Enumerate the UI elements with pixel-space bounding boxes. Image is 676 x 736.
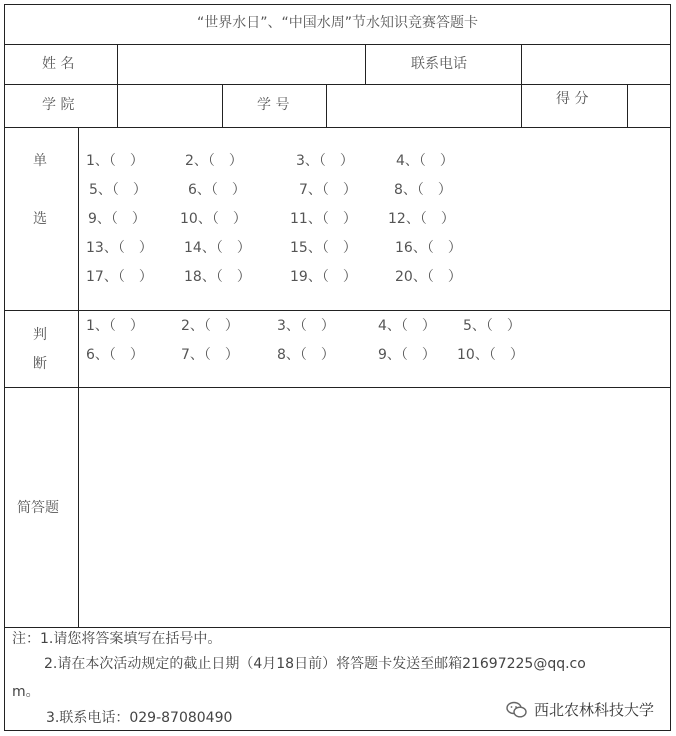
single-choice-item[interactable]: 5、（ ）: [89, 182, 147, 198]
true-false-item[interactable]: 7、（ ）: [181, 347, 239, 363]
single-choice-item[interactable]: 20、（ ）: [395, 269, 462, 285]
note-line-1: 注：1.请您将答案填写在括号中。: [12, 631, 222, 647]
student-no-label: 学 号: [257, 97, 290, 113]
true-false-item[interactable]: 5、（ ）: [463, 318, 521, 334]
true-false-item[interactable]: 8、（ ）: [277, 347, 335, 363]
true-false-item[interactable]: 2、（ ）: [181, 318, 239, 334]
single-choice-item[interactable]: 17、（ ）: [86, 269, 153, 285]
true-false-item[interactable]: 6、（ ）: [86, 347, 144, 363]
single-choice-item[interactable]: 16、（ ）: [395, 240, 462, 256]
single-choice-label-1: 单: [33, 153, 47, 169]
single-choice-item[interactable]: 11、（ ）: [290, 211, 357, 227]
student-no-field[interactable]: [327, 85, 521, 127]
note-line-2: 2.请在本次活动规定的截止日期（4月18日前）将答题卡发送至邮箱21697225@qq.co: [44, 656, 586, 672]
single-choice-item[interactable]: 2、（ ）: [185, 153, 243, 169]
single-choice-item[interactable]: 12、（ ）: [388, 211, 455, 227]
watermark: [504, 699, 656, 720]
true-false-item[interactable]: 3、（ ）: [277, 318, 335, 334]
name-field[interactable]: [118, 45, 365, 84]
single-choice-item[interactable]: 15、（ ）: [290, 240, 357, 256]
single-choice-label-2: 选: [33, 211, 47, 227]
single-choice-item[interactable]: 10、（ ）: [180, 211, 247, 227]
true-false-label-2: 断: [33, 356, 47, 372]
college-label: 学 院: [42, 97, 75, 113]
college-field[interactable]: [118, 85, 222, 127]
name-label: 姓 名: [42, 56, 75, 72]
single-choice-item[interactable]: 18、（ ）: [184, 269, 251, 285]
score-field[interactable]: [628, 85, 670, 127]
single-choice-item[interactable]: 1、（ ）: [86, 153, 144, 169]
wechat-icon: [506, 701, 528, 719]
note-line-2-continued: m。: [12, 684, 40, 700]
single-choice-item[interactable]: 8、（ ）: [394, 182, 452, 198]
true-false-item[interactable]: 10、（ ）: [457, 347, 524, 363]
single-choice-item[interactable]: 14、（ ）: [184, 240, 251, 256]
table-border-right: [670, 4, 671, 731]
col-divider: [365, 44, 366, 84]
note-line-3: 3.联系电话：029-87080490: [46, 710, 233, 726]
true-false-item[interactable]: 4、（ ）: [378, 318, 436, 334]
single-choice-item[interactable]: 3、（ ）: [296, 153, 354, 169]
true-false-label-1: 判: [33, 327, 47, 343]
phone-field[interactable]: [522, 45, 670, 84]
single-choice-item[interactable]: 7、（ ）: [299, 182, 357, 198]
short-answer-area[interactable]: [79, 388, 670, 627]
table-border-bottom: [4, 730, 671, 731]
phone-label: 联系电话: [411, 56, 467, 72]
true-false-item[interactable]: 1、（ ）: [86, 318, 144, 334]
short-answer-label: 简答题: [17, 500, 59, 516]
single-choice-item[interactable]: 19、（ ）: [290, 269, 357, 285]
card-title: “世界水日”、“中国水周”节水知识竞赛答题卡: [196, 15, 478, 31]
col-divider: [521, 84, 522, 127]
row-divider: [4, 127, 671, 128]
row-divider: [4, 627, 671, 628]
single-choice-item[interactable]: 9、（ ）: [88, 211, 146, 227]
row-divider: [4, 310, 671, 311]
col-divider: [222, 84, 223, 127]
table-border-left: [4, 4, 5, 731]
single-choice-item[interactable]: 13、（ ）: [86, 240, 153, 256]
single-choice-item[interactable]: 6、（ ）: [188, 182, 246, 198]
single-choice-item[interactable]: 4、（ ）: [396, 153, 454, 169]
watermark-text: 西北农林科技大学: [533, 701, 654, 719]
score-label: 得 分: [556, 91, 589, 107]
true-false-item[interactable]: 9、（ ）: [378, 347, 436, 363]
table-border-top: [4, 4, 671, 5]
